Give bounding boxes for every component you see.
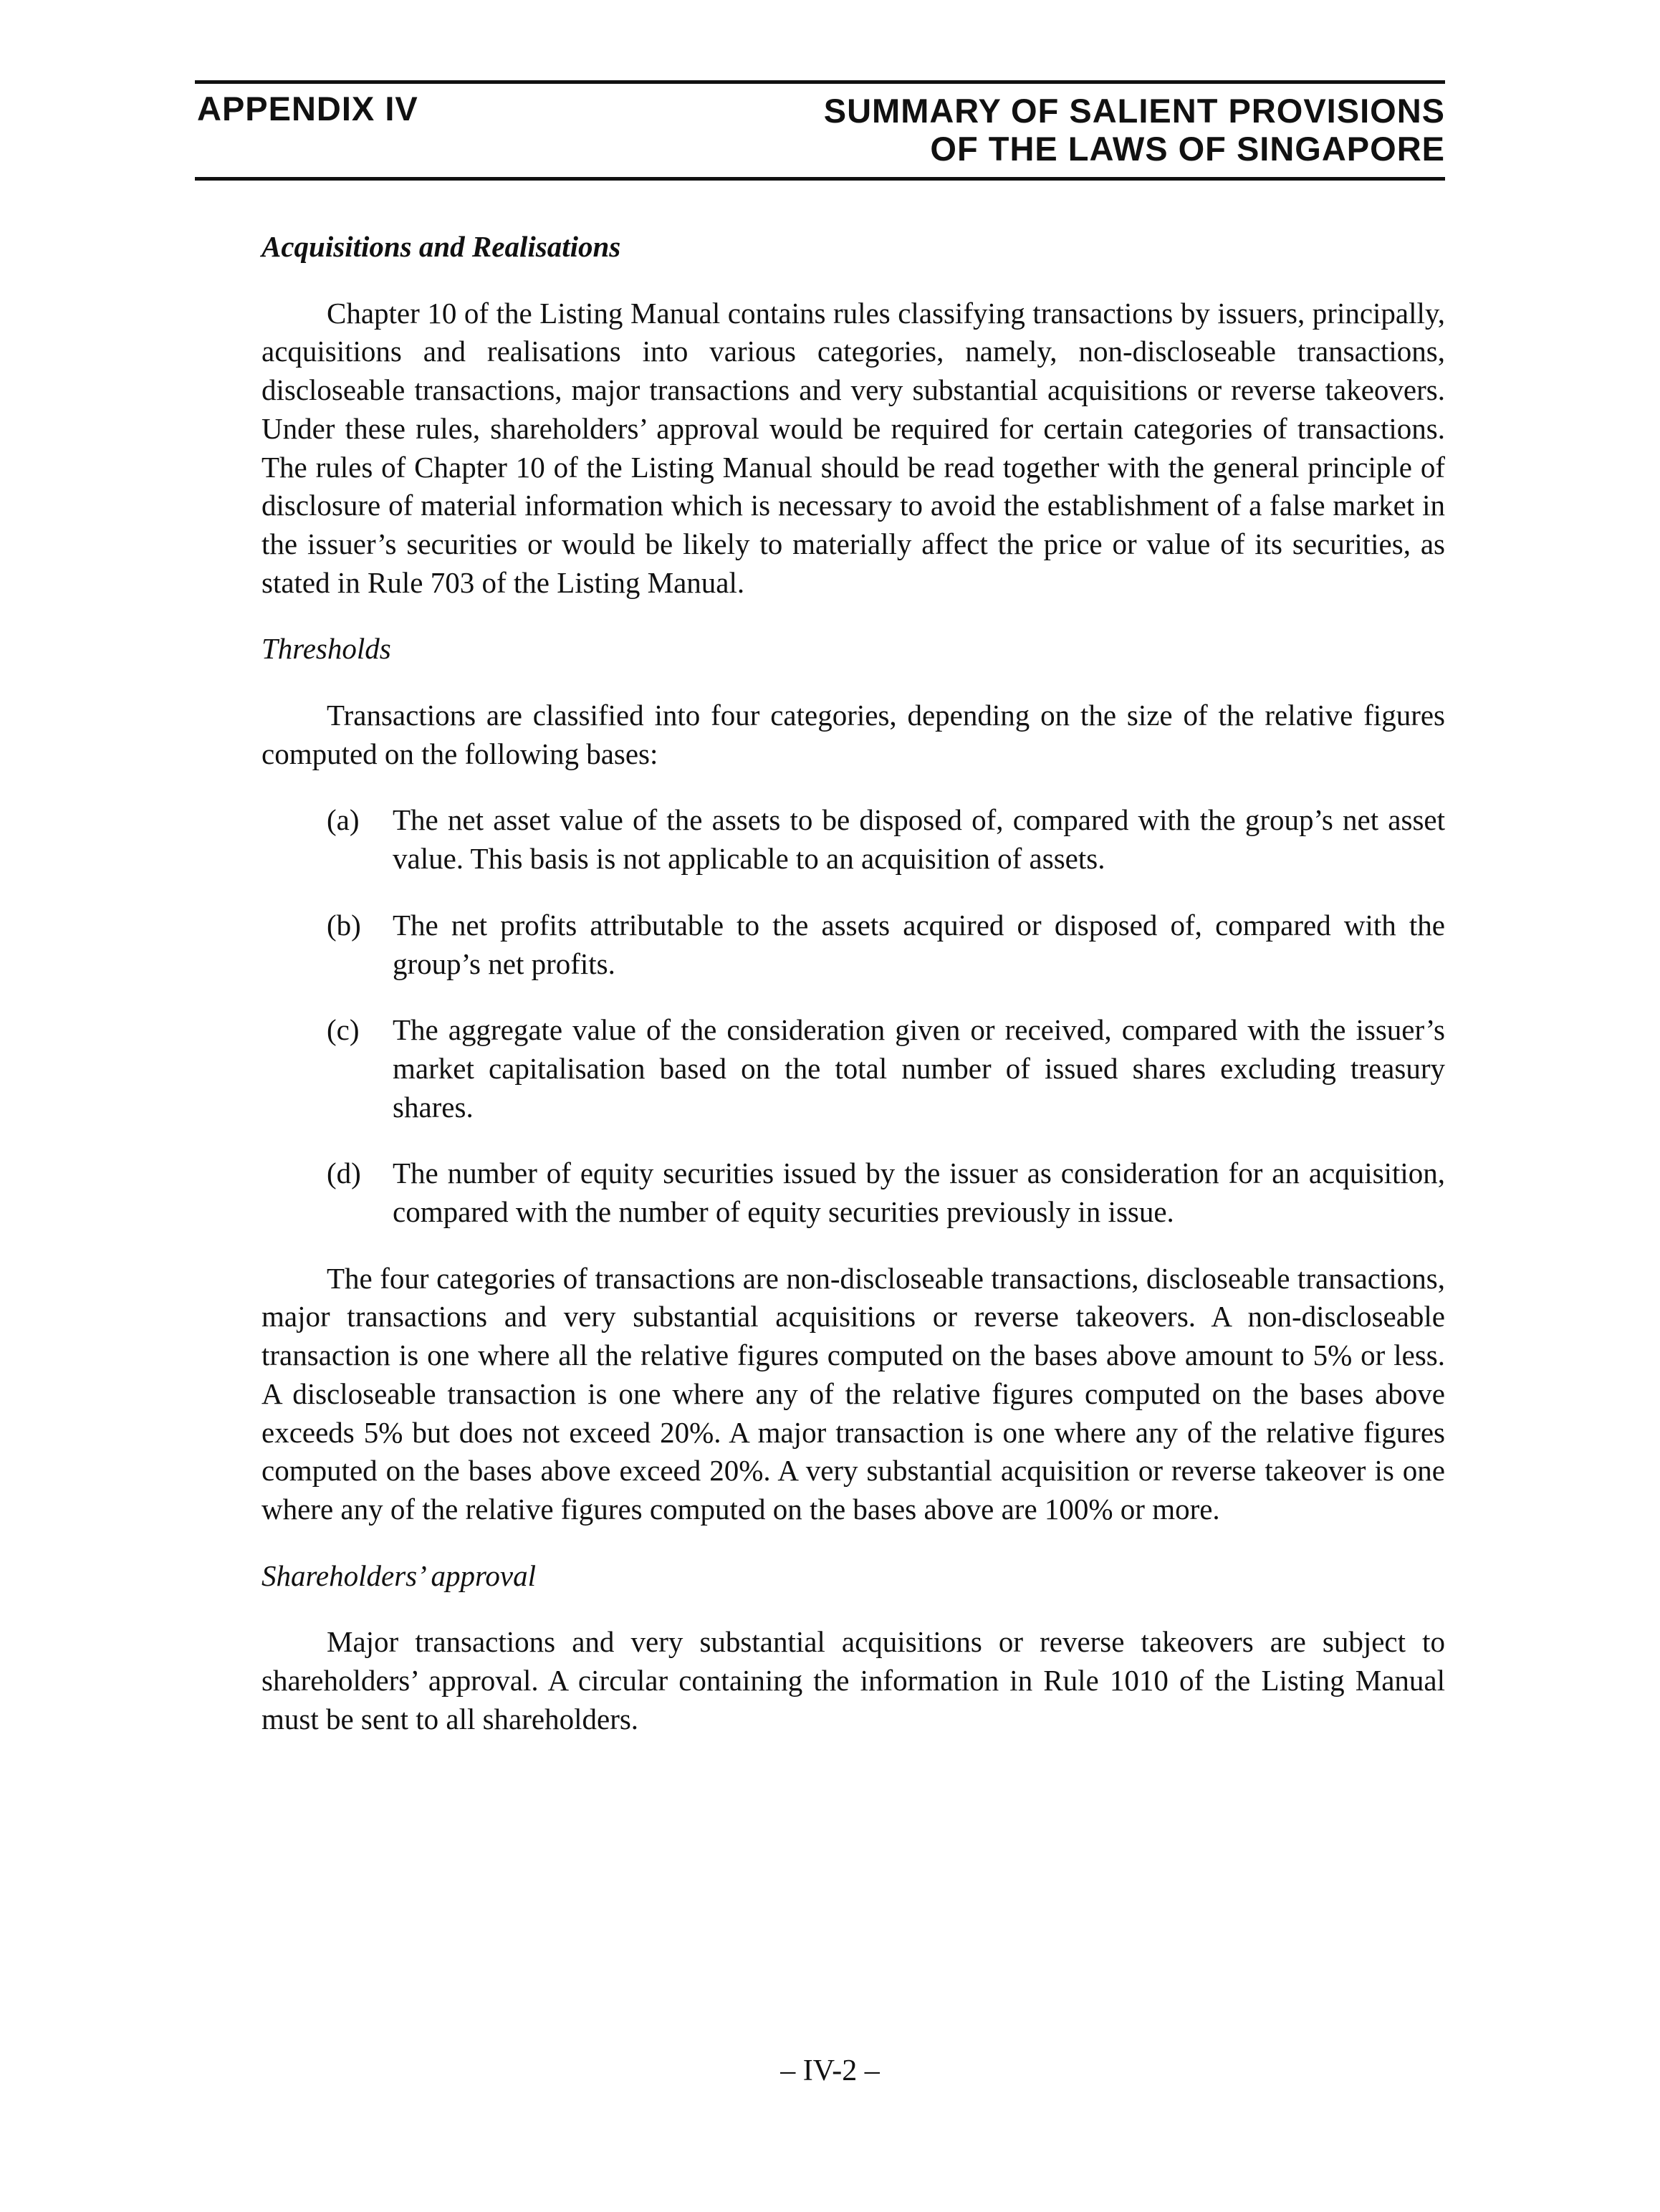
list-item-b: [262, 906, 1445, 983]
list-item-text: The net asset value of the assets to be disposed of, compared with the group’s net asset value. This basis is not applicable to an acquisition of assets.: [393, 803, 1445, 876]
header-title-line-2: OF THE LAWS OF SINGAPORE: [930, 130, 1445, 168]
header-bottom-rule: [195, 177, 1445, 181]
list-item-c: [262, 1011, 1445, 1126]
header-title-line-1: SUMMARY OF SALIENT PROVISIONS: [823, 92, 1445, 130]
list-item-label: (b): [327, 908, 361, 942]
acquisitions-paragraph: Chapter 10 of the Listing Manual contains rules classifying transactions by issuers, principally, acquisitions and realisations into various categories, namely, non-discloseable transactions, discloseable transactions, major transactions and very substantial acquisitions or reverse takeovers. Under these rules, shareholders’ approval would be required for certain categories of transactions. The rules of Chapter 10 of the Listing Manual should be read together with the general principle of disclosure of material information which is necessary to avoid the establishment of a false market in the issuer’s securities or would be likely to materially affect the price or value of its securities, as stated in Rule 703 of the Listing Manual.: [262, 296, 1445, 599]
categories-paragraph: The four categories of transactions are non-discloseable transactions, discloseable transactions, major transactions and very substantial acquisitions or reverse takeovers. A non-discloseable transaction is one where all the relative figures computed on the bases above amount to 5% or less. A discloseable transaction is one where any of the relative figures computed on the bases above exceeds 5% but does not exceed 20%. A major transaction is one where any of the relative figures computed on the bases above exceed 20%. A very substantial acquisition or reverse takeover is one where any of the relative figures computed on the bases above are 100% or more.: [262, 1261, 1445, 1526]
list-item-d: [262, 1154, 1445, 1231]
list-item-text: The number of equity securities issued by the issuer as consideration for an acquisition, compared with the number of equity securities previously in issue.: [393, 1157, 1445, 1229]
section-heading-acquisitions: Acquisitions and Realisations: [262, 230, 621, 263]
thresholds-intro-paragraph: Transactions are classified into four categories, depending on the size of the relative figures computed on the following bases:: [262, 699, 1445, 770]
subheading-shareholders-approval: Shareholders’ approval: [262, 1559, 537, 1592]
page-header-title: [824, 92, 1445, 168]
list-item-label: (d): [327, 1157, 361, 1190]
list-item-text: The aggregate value of the consideration given or received, compared with the issuer’s market capitalisation based on the total number of issued shares excluding treasury shares.: [393, 1013, 1445, 1124]
appendix-label: APPENDIX IV: [197, 90, 418, 128]
page-number: – IV-2 –: [780, 2054, 880, 2087]
list-item-label: (a): [327, 803, 360, 837]
list-item-text: The net profits attributable to the assets acquired or disposed of, compared with the group’s net profits.: [393, 908, 1445, 980]
list-item-label: (c): [327, 1013, 360, 1047]
list-item-a: [262, 801, 1445, 878]
header-top-rule: [195, 80, 1445, 84]
approval-paragraph: Major transactions and very substantial acquisitions or reverse takeovers are subject to shareholders’ approval. A circular containing the information in Rule 1010 of the Listing Manual must be sent to all shareholders.: [262, 1625, 1445, 1735]
subheading-thresholds: Thresholds: [262, 632, 391, 666]
page-body: [262, 228, 1445, 1767]
